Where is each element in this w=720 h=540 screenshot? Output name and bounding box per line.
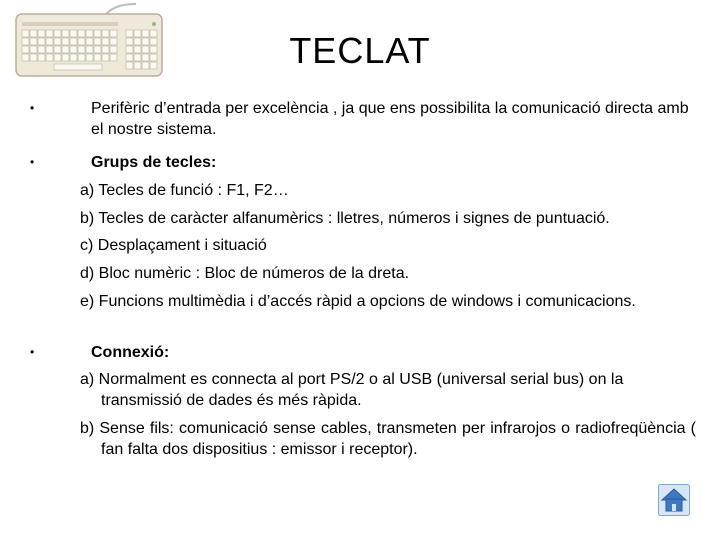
bullet-marker: • — [30, 101, 35, 115]
list-item: b) Sense fils: comunicació sense cables, transmeten per infrarojos o radiofreqüència ( fan falta dos dispositius : emissor i receptor). — [80, 420, 696, 458]
home-icon[interactable] — [658, 484, 690, 516]
bullet-1-text: Perifèric d’entrada per excelència , ja que ens possibilita la comunicació directa amb el nostre sistema. — [91, 100, 689, 138]
bullet-2-heading: Grups de tecles: — [91, 154, 217, 171]
list-item: d) Bloc numèric : Bloc de números de la dreta. — [80, 265, 410, 282]
list-item: c) Desplaçament i situació — [80, 237, 267, 254]
list-item: a) Tecles de funció : F1, F2… — [80, 182, 289, 199]
page-title: TECLAT — [289, 30, 431, 71]
bullet-3-heading: Connexió: — [91, 344, 170, 361]
list-item: a) Normalment es connecta al port PS/2 o al USB (universal serial bus) on la transmissió de dades és més ràpida. — [80, 371, 624, 409]
list-item: b) Tecles de caràcter alfanumèrics : lletres, números i signes de puntuació. — [80, 210, 610, 227]
bullet-marker: • — [30, 155, 35, 169]
bullet-marker: • — [30, 345, 35, 359]
list-item: e) Funcions multimèdia i d’accés ràpid a opcions de windows i comunicacions. — [80, 293, 636, 310]
